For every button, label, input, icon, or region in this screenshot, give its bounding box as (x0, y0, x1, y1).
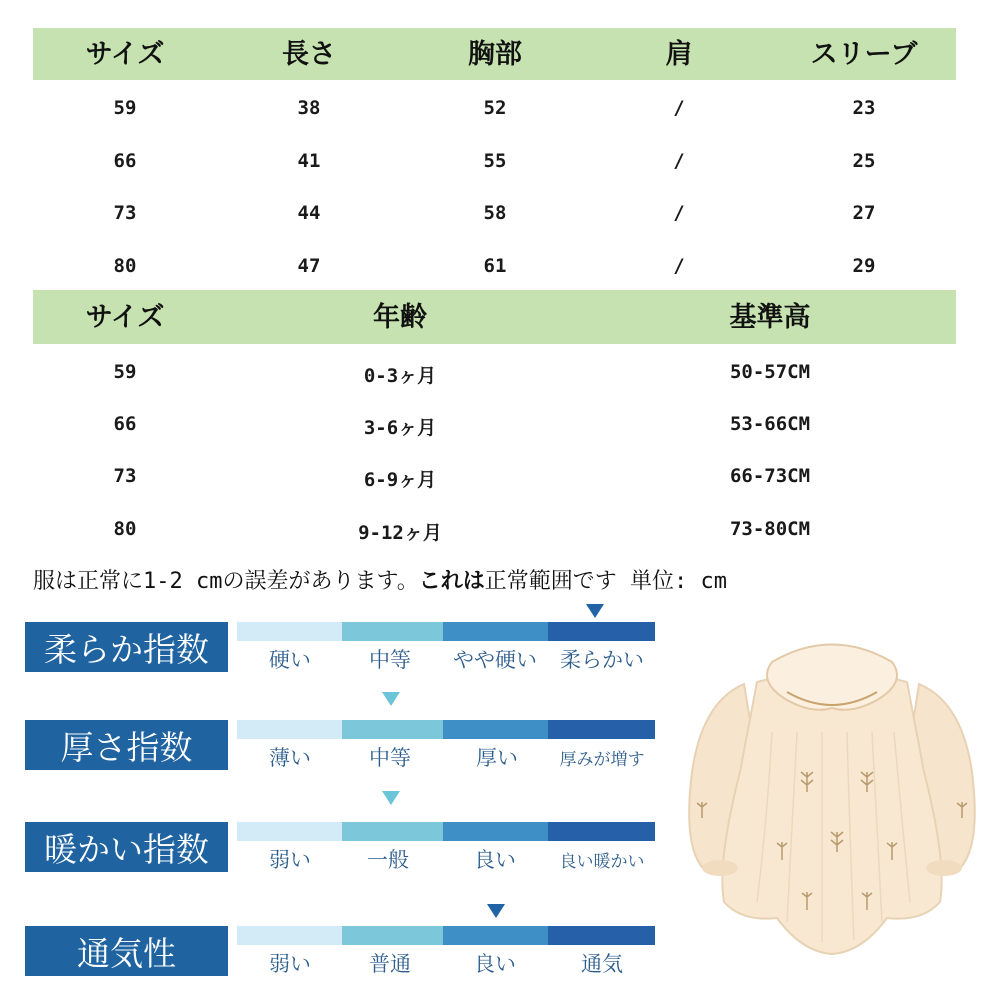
scale-segment (548, 720, 655, 739)
scale-segment (342, 926, 443, 945)
scale-segment (443, 926, 548, 945)
chest-header: 胸部 (468, 39, 522, 70)
warmth-index-label: 暖かい指数 (25, 822, 228, 872)
table-cell: 25 (852, 150, 876, 172)
scale-level-label: 薄い (269, 746, 311, 770)
scale-segment (342, 822, 443, 841)
scale-level-label: 弱い (269, 952, 311, 976)
scale-segment (237, 926, 342, 945)
scale-segment (342, 622, 443, 641)
table-cell: 47 (297, 255, 321, 277)
selected-level-marker (487, 904, 505, 918)
scale-level-label: 弱い (269, 848, 311, 872)
table-cell: 73 (113, 465, 137, 487)
table-cell: 0-3ヶ月 (363, 365, 437, 387)
table-cell: 73 (113, 202, 137, 224)
scale-level-label: 一般 (367, 848, 409, 872)
selected-level-marker (586, 604, 604, 618)
table-cell: / (673, 150, 685, 172)
age-header: 年齢 (373, 302, 427, 333)
unit-text: 単位: cm (616, 569, 727, 594)
table-cell: 38 (297, 97, 321, 119)
table-cell: 66-73CM (729, 465, 811, 487)
scale-segment (548, 622, 655, 641)
table-cell: / (673, 97, 685, 119)
scale-level-label: 柔らかい (560, 648, 644, 672)
table-cell: 66 (113, 413, 137, 435)
scale-segment (443, 622, 548, 641)
scale-segment (548, 822, 655, 841)
scale-segment (443, 720, 548, 739)
table-cell: / (673, 202, 685, 224)
note-text: 正常範囲です (484, 569, 617, 594)
table-cell: 53-66CM (729, 413, 811, 435)
scale-segment (342, 720, 443, 739)
scale-level-label: 良い (474, 952, 516, 976)
softness-index-label: 柔らか指数 (25, 622, 228, 672)
table-cell: 41 (297, 150, 321, 172)
scale-level-label: 硬い (269, 648, 311, 672)
baby-romper-photo (662, 622, 1001, 1000)
table-cell: 58 (483, 202, 507, 224)
selected-level-marker (382, 791, 400, 805)
scale-level-label: やや硬い (453, 648, 537, 672)
age-table-header (33, 290, 956, 344)
scale-segment (237, 720, 342, 739)
breathability-index-label: 通気性 (25, 926, 228, 976)
table-cell: 3-6ヶ月 (363, 417, 437, 439)
table-cell: 6-9ヶ月 (363, 469, 437, 491)
length-header: 長さ (282, 39, 336, 70)
shoulder-header: 肩 (665, 39, 693, 70)
table-cell: 29 (852, 255, 876, 277)
scale-level-label: 良い暖かい (559, 852, 645, 872)
scale-segment (237, 622, 342, 641)
table-cell: 80 (113, 255, 137, 277)
scale-segment (443, 822, 548, 841)
note-text-bold: これは (418, 569, 485, 594)
table-cell: 66 (113, 150, 137, 172)
table-cell: 50-57CM (729, 361, 811, 383)
table-cell: 23 (852, 97, 876, 119)
table-cell: 59 (113, 97, 137, 119)
table-cell: 52 (483, 97, 507, 119)
table-cell: 44 (297, 202, 321, 224)
scale-segment (237, 822, 342, 841)
scale-level-label: 普通 (369, 952, 411, 976)
thickness-index-label: 厚さ指数 (25, 720, 228, 770)
selected-level-marker (382, 692, 400, 706)
height-header: 基準高 (729, 302, 811, 333)
size-header: サイズ (85, 302, 165, 333)
sleeve-header: スリーブ (810, 39, 918, 70)
scale-level-label: 中等 (369, 746, 411, 770)
size-header: サイズ (85, 39, 165, 70)
table-cell: 27 (852, 202, 876, 224)
scale-level-label: 通気 (581, 952, 623, 976)
table-cell: 73-80CM (729, 518, 811, 540)
note-text: 服は正常に1-2 cmの誤差があります。 (33, 569, 419, 594)
scale-segment (548, 926, 655, 945)
table-cell: / (673, 255, 685, 277)
table-cell: 59 (113, 361, 137, 383)
scale-level-label: 中等 (369, 648, 411, 672)
table-cell: 55 (483, 150, 507, 172)
scale-level-label: 良い (474, 848, 516, 872)
table-cell: 61 (483, 255, 507, 277)
table-cell: 9-12ヶ月 (358, 522, 442, 544)
tolerance-note (33, 564, 727, 595)
scale-level-label: 厚い (476, 746, 518, 770)
table-cell: 80 (113, 518, 137, 540)
scale-level-label: 厚みが増す (559, 750, 645, 770)
